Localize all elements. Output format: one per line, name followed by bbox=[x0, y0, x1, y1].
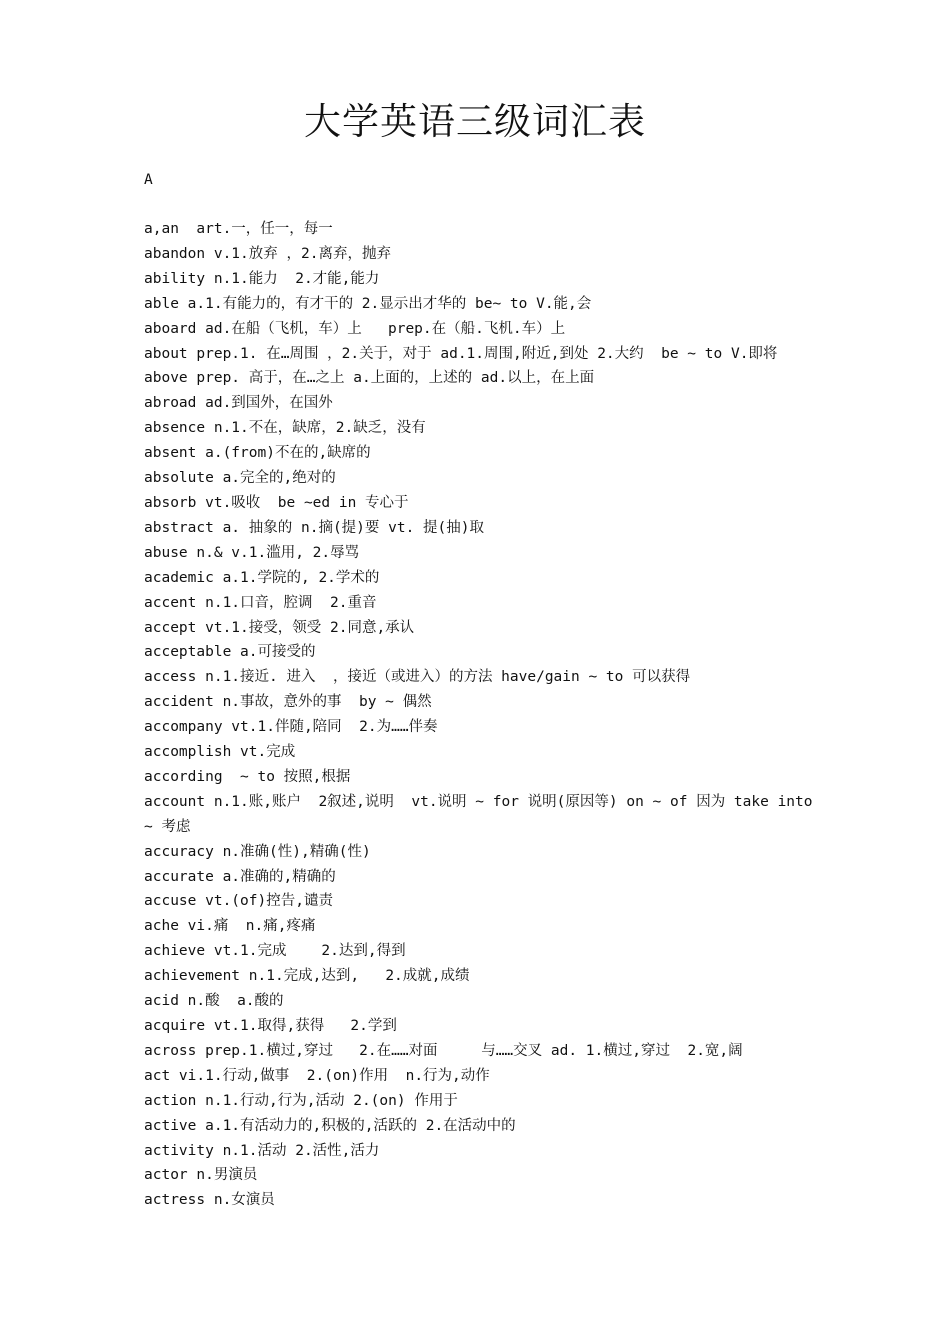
vocabulary-entry: accent n.1.口音，腔调 2.重音 bbox=[144, 594, 377, 611]
vocabulary-entry: across prep.1.横过,穿过 2.在……对面 与……交叉 ad. 1.横过,穿过 2.宽,阔 bbox=[144, 1042, 743, 1059]
vocabulary-entry: a,an art.一，任一，每一 bbox=[144, 221, 333, 237]
vocabulary-entry: abroad ad.到国外，在国外 bbox=[144, 395, 333, 412]
vocabulary-entry: according ~ to 按照,根据 bbox=[144, 768, 351, 785]
vocabulary-entry: abuse n.& v.1.滥用, 2.辱骂 bbox=[144, 544, 360, 561]
vocabulary-entry: accident n.事故，意外的事 by ~ 偶然 bbox=[144, 694, 432, 711]
vocabulary-entry: active a.1.有活动力的,积极的,活跃的 2.在活动中的 bbox=[144, 1117, 516, 1134]
vocabulary-entry: access n.1.接近. 进入 ，接近（或进入）的方法 have/gain ~ to 可以获得 bbox=[144, 669, 691, 686]
vocabulary-entry: above prep. 高于，在…之上 a.上面的，上述的 ad.以上，在上面 bbox=[144, 370, 595, 387]
vocabulary-entry: able a.1.有能力的，有才干的 2.显示出才华的 be~ to V.能,会 bbox=[144, 295, 592, 312]
vocabulary-entry: accurate a.准确的,精确的 bbox=[144, 868, 336, 885]
vocabulary-entry: absorb vt.吸收 be ~ed in 专心于 bbox=[144, 494, 409, 511]
vocabulary-entry: activity n.1.活动 2.活性,活力 bbox=[144, 1142, 380, 1159]
vocabulary-entry: absence n.1.不在，缺席，2.缺乏，没有 bbox=[144, 420, 426, 437]
vocabulary-entry: actor n.男演员 bbox=[144, 1167, 258, 1184]
vocabulary-entry: absolute a.完全的,绝对的 bbox=[144, 470, 336, 487]
vocabulary-entry: actress n.女演员 bbox=[144, 1192, 275, 1209]
vocabulary-entry: accompany vt.1.伴随,陪同 2.为……伴奏 bbox=[144, 719, 438, 736]
vocabulary-entry: act vi.1.行动,做事 2.(on)作用 n.行为,动作 bbox=[144, 1067, 490, 1084]
vocabulary-entry: accept vt.1.接受，领受 2.同意,承认 bbox=[144, 619, 415, 636]
vocabulary-entry: accuse vt.(of)控告,谴责 bbox=[144, 893, 333, 910]
vocabulary-entry: accuracy n.准确(性),精确(性) bbox=[144, 843, 371, 860]
vocabulary-entry: ability n.1.能力 2.才能,能力 bbox=[144, 270, 380, 287]
section-letter: A bbox=[144, 172, 153, 188]
vocabulary-entry: acquire vt.1.取得,获得 2.学到 bbox=[144, 1018, 397, 1034]
vocabulary-entry: about prep.1. 在…周围 ，2.关于，对于 ad.1.周围,附近,到处 2.大约 be ~ to V.即将 bbox=[144, 345, 778, 362]
vocabulary-entry: acid n.酸 a.酸的 bbox=[144, 993, 284, 1010]
vocabulary-entry: abandon v.1.放弃 ，2.离弃，抛弃 bbox=[144, 245, 391, 262]
vocabulary-entry: absent a.(from)不在的,缺席的 bbox=[144, 445, 371, 462]
vocabulary-entry: abstract a. 抽象的 n.摘(提)要 vt. 提(抽)取 bbox=[144, 519, 485, 536]
page-title: 大学英语三级词汇表 bbox=[304, 100, 646, 143]
vocabulary-entry: achieve vt.1.完成 2.达到,得到 bbox=[144, 943, 406, 960]
vocabulary-entry: academic a.1.学院的, 2.学术的 bbox=[144, 569, 380, 586]
vocabulary-entry: achievement n.1.完成,达到, 2.成就,成绩 bbox=[144, 968, 470, 985]
vocabulary-entry: accomplish vt.完成 bbox=[144, 744, 296, 761]
vocabulary-list bbox=[144, 217, 822, 1213]
vocabulary-entry: account n.1.账,账户 2叙述,说明 vt.说明 ~ for 说明(原因等) on ~ of 因为 take into ~ 考虑 bbox=[144, 793, 822, 835]
vocabulary-entry: action n.1.行动,行为,活动 2.(on) 作用于 bbox=[144, 1092, 458, 1109]
vocabulary-entry: acceptable a.可接受的 bbox=[144, 644, 316, 661]
vocabulary-entry: aboard ad.在船（飞机，车）上 prep.在（船.飞机.车）上 bbox=[144, 320, 566, 337]
vocabulary-entry: ache vi.痛 n.痛,疼痛 bbox=[144, 918, 316, 935]
